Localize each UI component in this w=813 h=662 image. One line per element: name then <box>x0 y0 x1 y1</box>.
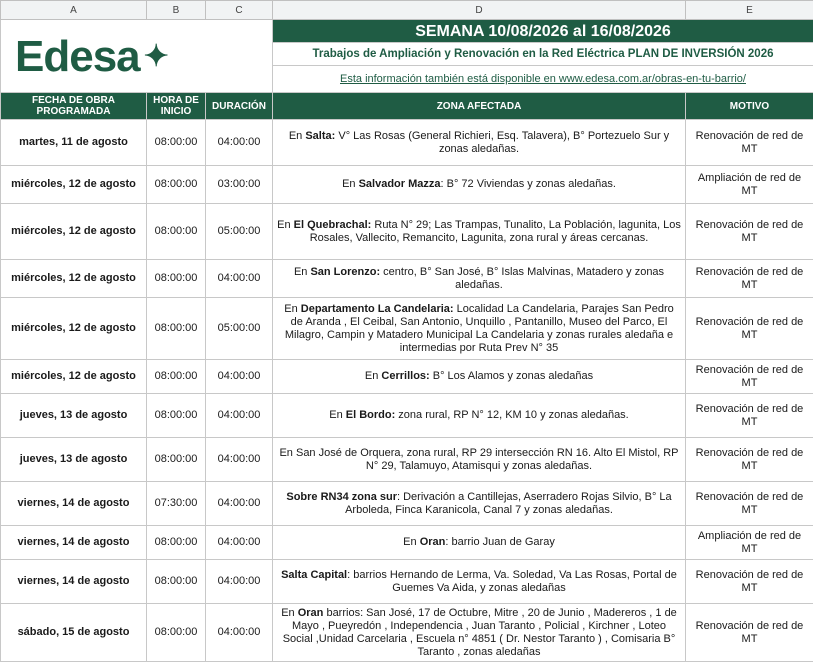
column-header-e[interactable]: E <box>686 1 813 20</box>
zona-place: El Bordo: <box>345 409 396 421</box>
zona-place: Sobre RN34 zona sur <box>286 490 397 503</box>
zona-detail: centro, B° San José, B° Islas Malvinas, Matadero y zonas aledañas. <box>380 265 665 291</box>
duracion-cell[interactable]: 04:00:00 <box>206 604 273 662</box>
duracion-cell[interactable]: 04:00:00 <box>206 438 273 482</box>
motivo-cell[interactable]: Ampliación de red de MT <box>686 166 813 204</box>
info-link[interactable]: Esta información también está disponible en www.edesa.com.ar/obras-en-tu-barrio/ <box>273 66 813 93</box>
table-row <box>1 394 813 438</box>
zona-prefix: En <box>277 218 294 231</box>
duracion-cell[interactable]: 04:00:00 <box>206 560 273 604</box>
logo-text: Edesa <box>15 31 140 81</box>
column-header-d[interactable]: D <box>273 1 686 20</box>
zona-detail: : Derivación a Cantillejas, Aserradero Rojas Silvio, B° La Arboleda, Finca Karanicola, Canal 7 y zonas aledañas. <box>345 490 672 516</box>
header-zona[interactable]: ZONA AFECTADA <box>273 93 686 120</box>
table-row <box>1 526 813 560</box>
fecha-cell[interactable]: jueves, 13 de agosto <box>1 438 147 482</box>
hora-cell[interactable]: 08:00:00 <box>147 260 206 298</box>
header-motivo[interactable]: MOTIVO <box>686 93 813 120</box>
hora-cell[interactable]: 08:00:00 <box>147 438 206 482</box>
fecha-cell[interactable]: miércoles, 12 de agosto <box>1 204 147 260</box>
table-header-row <box>1 93 813 120</box>
table-row <box>1 260 813 298</box>
zona-detail: : B° 72 Viviendas y zonas aledañas. <box>440 178 616 190</box>
zona-prefix: En <box>329 409 346 421</box>
hora-cell[interactable]: 08:00:00 <box>147 526 206 560</box>
zona-place: Salta Capital <box>281 568 348 581</box>
motivo-cell[interactable]: Renovación de red de MT <box>686 120 813 166</box>
duracion-cell[interactable]: 04:00:00 <box>206 394 273 438</box>
header-duracion[interactable]: DURACIÓN <box>206 93 273 120</box>
fecha-cell[interactable]: miércoles, 12 de agosto <box>1 298 147 360</box>
column-header-c[interactable]: C <box>206 1 273 20</box>
hora-cell[interactable]: 08:00:00 <box>147 394 206 438</box>
fecha-cell[interactable]: miércoles, 12 de agosto <box>1 260 147 298</box>
duracion-cell[interactable]: 04:00:00 <box>206 120 273 166</box>
header-hora[interactable]: HORA DE INICIO <box>147 93 206 120</box>
four-point-star-icon: ✦ <box>143 39 168 73</box>
zona-detail: En San José de Orquera, zona rural, RP 29 intersección RN 16. Alto El Mistol, RP N° 29, Talamuyo, Atamisqui y zonas aledañas. <box>279 446 679 472</box>
zona-cell[interactable] <box>273 260 686 298</box>
motivo-cell[interactable]: Renovación de red de MT <box>686 438 813 482</box>
table-row <box>1 120 813 166</box>
zona-prefix: En <box>293 265 311 278</box>
motivo-cell[interactable]: Renovación de red de MT <box>686 360 813 394</box>
zona-cell[interactable] <box>273 526 686 560</box>
table-row <box>1 438 813 482</box>
zona-cell[interactable] <box>273 482 686 526</box>
table-row <box>1 298 813 360</box>
hora-cell[interactable]: 07:30:00 <box>147 482 206 526</box>
zona-prefix: En <box>342 178 359 190</box>
zona-detail: V° Las Rosas (General Richieri, Esq. Talavera), B° Portezuelo Sur y zonas aledañas. <box>335 129 670 155</box>
zona-place: Departamento La Candelaria: <box>300 302 454 315</box>
zona-place: Oran <box>297 606 324 619</box>
zona-cell[interactable] <box>273 298 686 360</box>
fecha-cell[interactable]: jueves, 13 de agosto <box>1 394 147 438</box>
hora-cell[interactable]: 08:00:00 <box>147 204 206 260</box>
zona-prefix: En <box>288 129 306 142</box>
hora-cell[interactable]: 08:00:00 <box>147 604 206 662</box>
column-header-a[interactable]: A <box>1 1 147 20</box>
zona-detail: barrios: San José, 17 de Octubre, Mitre , 20 de Junio , Madereros , 1 de Mayo , Pueyredón , Independencia , Juan Taranto , Policial , Kirchner , Loteo Social ,Unidad Carcelaria , Escuela n° 4851 ( Dr. Nestor Taranto ) , Comisaria B° Taranto , zonas aledañas <box>282 606 677 658</box>
hora-cell[interactable]: 08:00:00 <box>147 166 206 204</box>
duracion-cell[interactable]: 04:00:00 <box>206 482 273 526</box>
zona-detail: : barrio Juan de Garay <box>445 536 555 548</box>
logo-cell[interactable] <box>1 20 273 93</box>
motivo-cell[interactable]: Renovación de red de MT <box>686 604 813 662</box>
hora-cell[interactable]: 08:00:00 <box>147 560 206 604</box>
table-row <box>1 482 813 526</box>
table-row <box>1 204 813 260</box>
column-header-row <box>1 1 813 20</box>
fecha-cell[interactable]: sábado, 15 de agosto <box>1 604 147 662</box>
plan-subtitle[interactable]: Trabajos de Ampliación y Renovación en la Red Eléctrica PLAN DE INVERSIÓN 2026 <box>273 43 813 66</box>
zona-detail: Localidad La Candelaria, Parajes San Pedro de Aranda , El Ceibal, San Antonio, Unquillo , Pantanillo, Museo del Parco, El Milagro, Campin y Matadero Municipal La Candelaria y zonas rurales aledaña e intermedias por Ruta Prev N° 35 <box>284 302 674 354</box>
duracion-cell[interactable]: 04:00:00 <box>206 360 273 394</box>
zona-cell[interactable] <box>273 438 686 482</box>
hora-cell[interactable]: 08:00:00 <box>147 298 206 360</box>
zona-prefix: En <box>284 302 301 315</box>
table-row <box>1 560 813 604</box>
duracion-cell[interactable]: 04:00:00 <box>206 526 273 560</box>
zona-place: Salvador Mazza <box>358 178 441 190</box>
zona-prefix: En <box>364 370 382 382</box>
zona-cell[interactable] <box>273 120 686 166</box>
fecha-cell[interactable]: viernes, 14 de agosto <box>1 482 147 526</box>
header-fecha[interactable]: FECHA DE OBRA PROGRAMADA <box>1 93 147 120</box>
zona-cell[interactable] <box>273 204 686 260</box>
motivo-cell[interactable]: Renovación de red de MT <box>686 482 813 526</box>
table-row <box>1 360 813 394</box>
title-row <box>1 20 813 43</box>
zona-cell[interactable] <box>273 560 686 604</box>
zona-prefix: En <box>403 536 420 548</box>
week-title[interactable]: SEMANA 10/08/2026 al 16/08/2026 <box>273 20 813 43</box>
column-header-b[interactable]: B <box>147 1 206 20</box>
zona-cell[interactable] <box>273 394 686 438</box>
edesa-logo <box>15 21 272 91</box>
duracion-cell[interactable]: 05:00:00 <box>206 204 273 260</box>
table-row <box>1 604 813 662</box>
motivo-cell[interactable]: Renovación de red de MT <box>686 298 813 360</box>
duracion-cell[interactable]: 03:00:00 <box>206 166 273 204</box>
zona-place: El Quebrachal: <box>293 218 372 231</box>
zona-cell[interactable] <box>273 604 686 662</box>
zona-detail: zona rural, RP N° 12, KM 10 y zonas aledañas. <box>395 409 629 421</box>
fecha-cell[interactable]: martes, 11 de agosto <box>1 120 147 166</box>
zona-cell[interactable] <box>273 360 686 394</box>
zona-place: San Lorenzo: <box>310 265 381 278</box>
zona-place: Salta: <box>305 129 336 142</box>
fecha-cell[interactable]: miércoles, 12 de agosto <box>1 166 147 204</box>
zona-detail: B° Los Alamos y zonas aledañas <box>429 370 594 382</box>
zona-cell[interactable] <box>273 166 686 204</box>
fecha-cell[interactable]: viernes, 14 de agosto <box>1 526 147 560</box>
hora-cell[interactable]: 08:00:00 <box>147 360 206 394</box>
duracion-cell[interactable]: 04:00:00 <box>206 260 273 298</box>
motivo-cell[interactable]: Renovación de red de MT <box>686 204 813 260</box>
motivo-cell[interactable]: Ampliación de red de MT <box>686 526 813 560</box>
zona-detail: Ruta N° 29; Las Trampas, Tunalito, La Población, lagunita, Los Rosales, Vallecito, Remancito, Lagunita, zona rural y áreas cercanas. <box>309 218 681 244</box>
table-row <box>1 166 813 204</box>
duracion-cell[interactable]: 05:00:00 <box>206 298 273 360</box>
fecha-cell[interactable]: viernes, 14 de agosto <box>1 560 147 604</box>
zona-place: Cerrillos: <box>381 370 430 382</box>
zona-prefix: En <box>281 606 298 619</box>
motivo-cell[interactable]: Renovación de red de MT <box>686 394 813 438</box>
zona-detail: : barrios Hernando de Lerma, Va. Soledad, Va Las Rosas, Portal de Guemes Va Aida, y zonas aledañas <box>347 568 677 594</box>
motivo-cell[interactable]: Renovación de red de MT <box>686 260 813 298</box>
fecha-cell[interactable]: miércoles, 12 de agosto <box>1 360 147 394</box>
motivo-cell[interactable]: Renovación de red de MT <box>686 560 813 604</box>
hora-cell[interactable]: 08:00:00 <box>147 120 206 166</box>
zona-place: Oran <box>419 536 446 548</box>
